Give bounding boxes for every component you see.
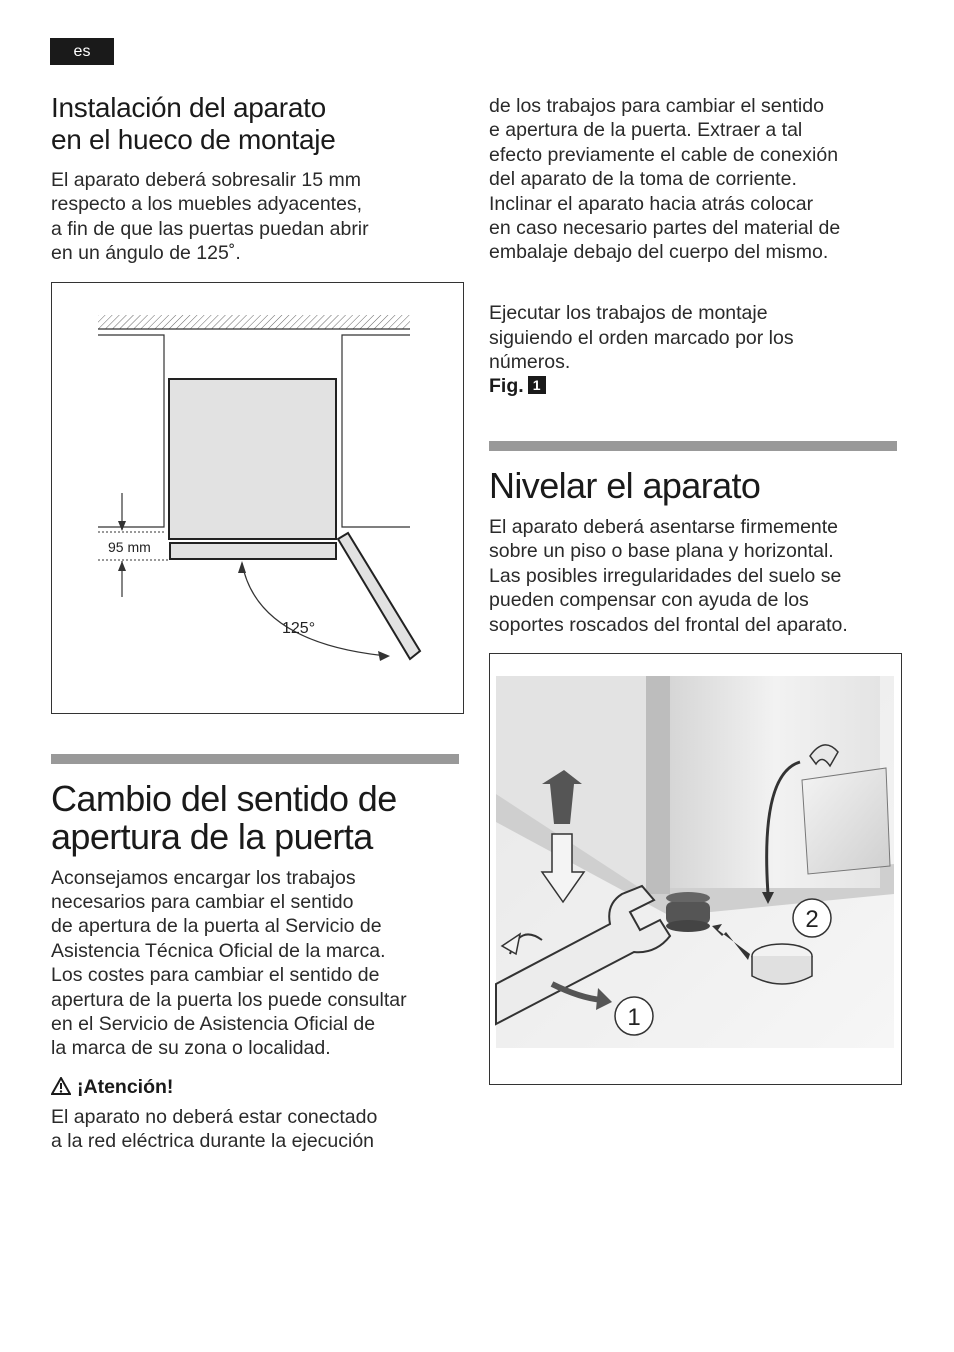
install-body: El aparato deberá sobresalir 15 mm respecto a los muebles adyacentes, a fin de que las puertas puedan abrir en un ángulo de 125˚. xyxy=(51,169,369,265)
door-heading-line1: Cambio del sentido de xyxy=(51,777,397,819)
continuation-text: de los trabajos para cambiar el sentido e apertura de la puerta. Extraer a tal efecto previamente el cable de conexión del aparato de la toma de corriente. Inclinar el aparato hacia atrás colocar en caso necesario partes del material de embalaje debajo del cuerpo del mismo. xyxy=(489,95,841,264)
mount-text: Ejecutar los trabajos de montaje siguiendo el orden marcado por los números. xyxy=(489,302,794,374)
left-cabinet xyxy=(98,335,164,527)
attention-label: ¡Atención! xyxy=(77,1075,174,1098)
ceiling-hatch xyxy=(98,315,410,329)
fig-label: Fig. xyxy=(489,375,524,398)
install-heading-line2: en el hueco de montaje xyxy=(51,124,336,155)
right-column xyxy=(489,94,901,1085)
leveling-diagram xyxy=(490,654,901,1084)
left-column xyxy=(51,92,461,1154)
step-2-label: 2 xyxy=(805,905,819,933)
appliance-body xyxy=(169,379,336,539)
language-tab: es xyxy=(50,38,114,65)
door-open xyxy=(338,533,420,659)
door-body: Aconsejamos encargar los trabajos necesarios para cambiar el sentido de apertura de la puerta al Servicio de Asistencia Técnica Oficial de la marca. Los costes para cambiar el sentido de apertura de la puerta los puede consultar en el Servicio de Asistencia Oficial de la marca de su zona o localidad. xyxy=(51,866,407,1060)
fig-number-badge: 1 xyxy=(528,376,546,394)
attention-body: El aparato no deberá estar conectado a la red eléctrica durante la ejecución xyxy=(51,1105,378,1153)
leveling-figure xyxy=(489,653,902,1085)
level-heading: Nivelar el aparato xyxy=(489,464,761,506)
section-rule-door xyxy=(51,754,459,764)
install-heading xyxy=(51,92,461,156)
parts-bag-icon xyxy=(802,768,890,874)
attention-heading xyxy=(51,1075,461,1101)
level-body: El aparato deberá asentarse firmemente sobre un piso o base plana y horizontal. Las posibles irregularidades del suelo se pueden compensar con ayuda de los soportes roscados del frontal del aparato. xyxy=(489,515,848,636)
door-closed xyxy=(170,543,336,559)
door-heading-line2: apertura de la puerta xyxy=(51,815,373,857)
appliance-edge xyxy=(646,676,670,894)
section-rule-level xyxy=(489,441,897,451)
installation-figure xyxy=(51,282,464,714)
step-1-label: 1 xyxy=(627,1003,641,1031)
door-heading xyxy=(51,777,461,857)
gap-label: 95 mm xyxy=(108,538,151,555)
mount-instructions xyxy=(489,277,901,399)
angle-label: 125° xyxy=(282,619,316,637)
installation-diagram xyxy=(52,283,463,713)
warning-icon xyxy=(51,1077,71,1101)
install-heading-line1: Instalación del aparato xyxy=(51,92,326,123)
right-cabinet xyxy=(342,335,410,527)
